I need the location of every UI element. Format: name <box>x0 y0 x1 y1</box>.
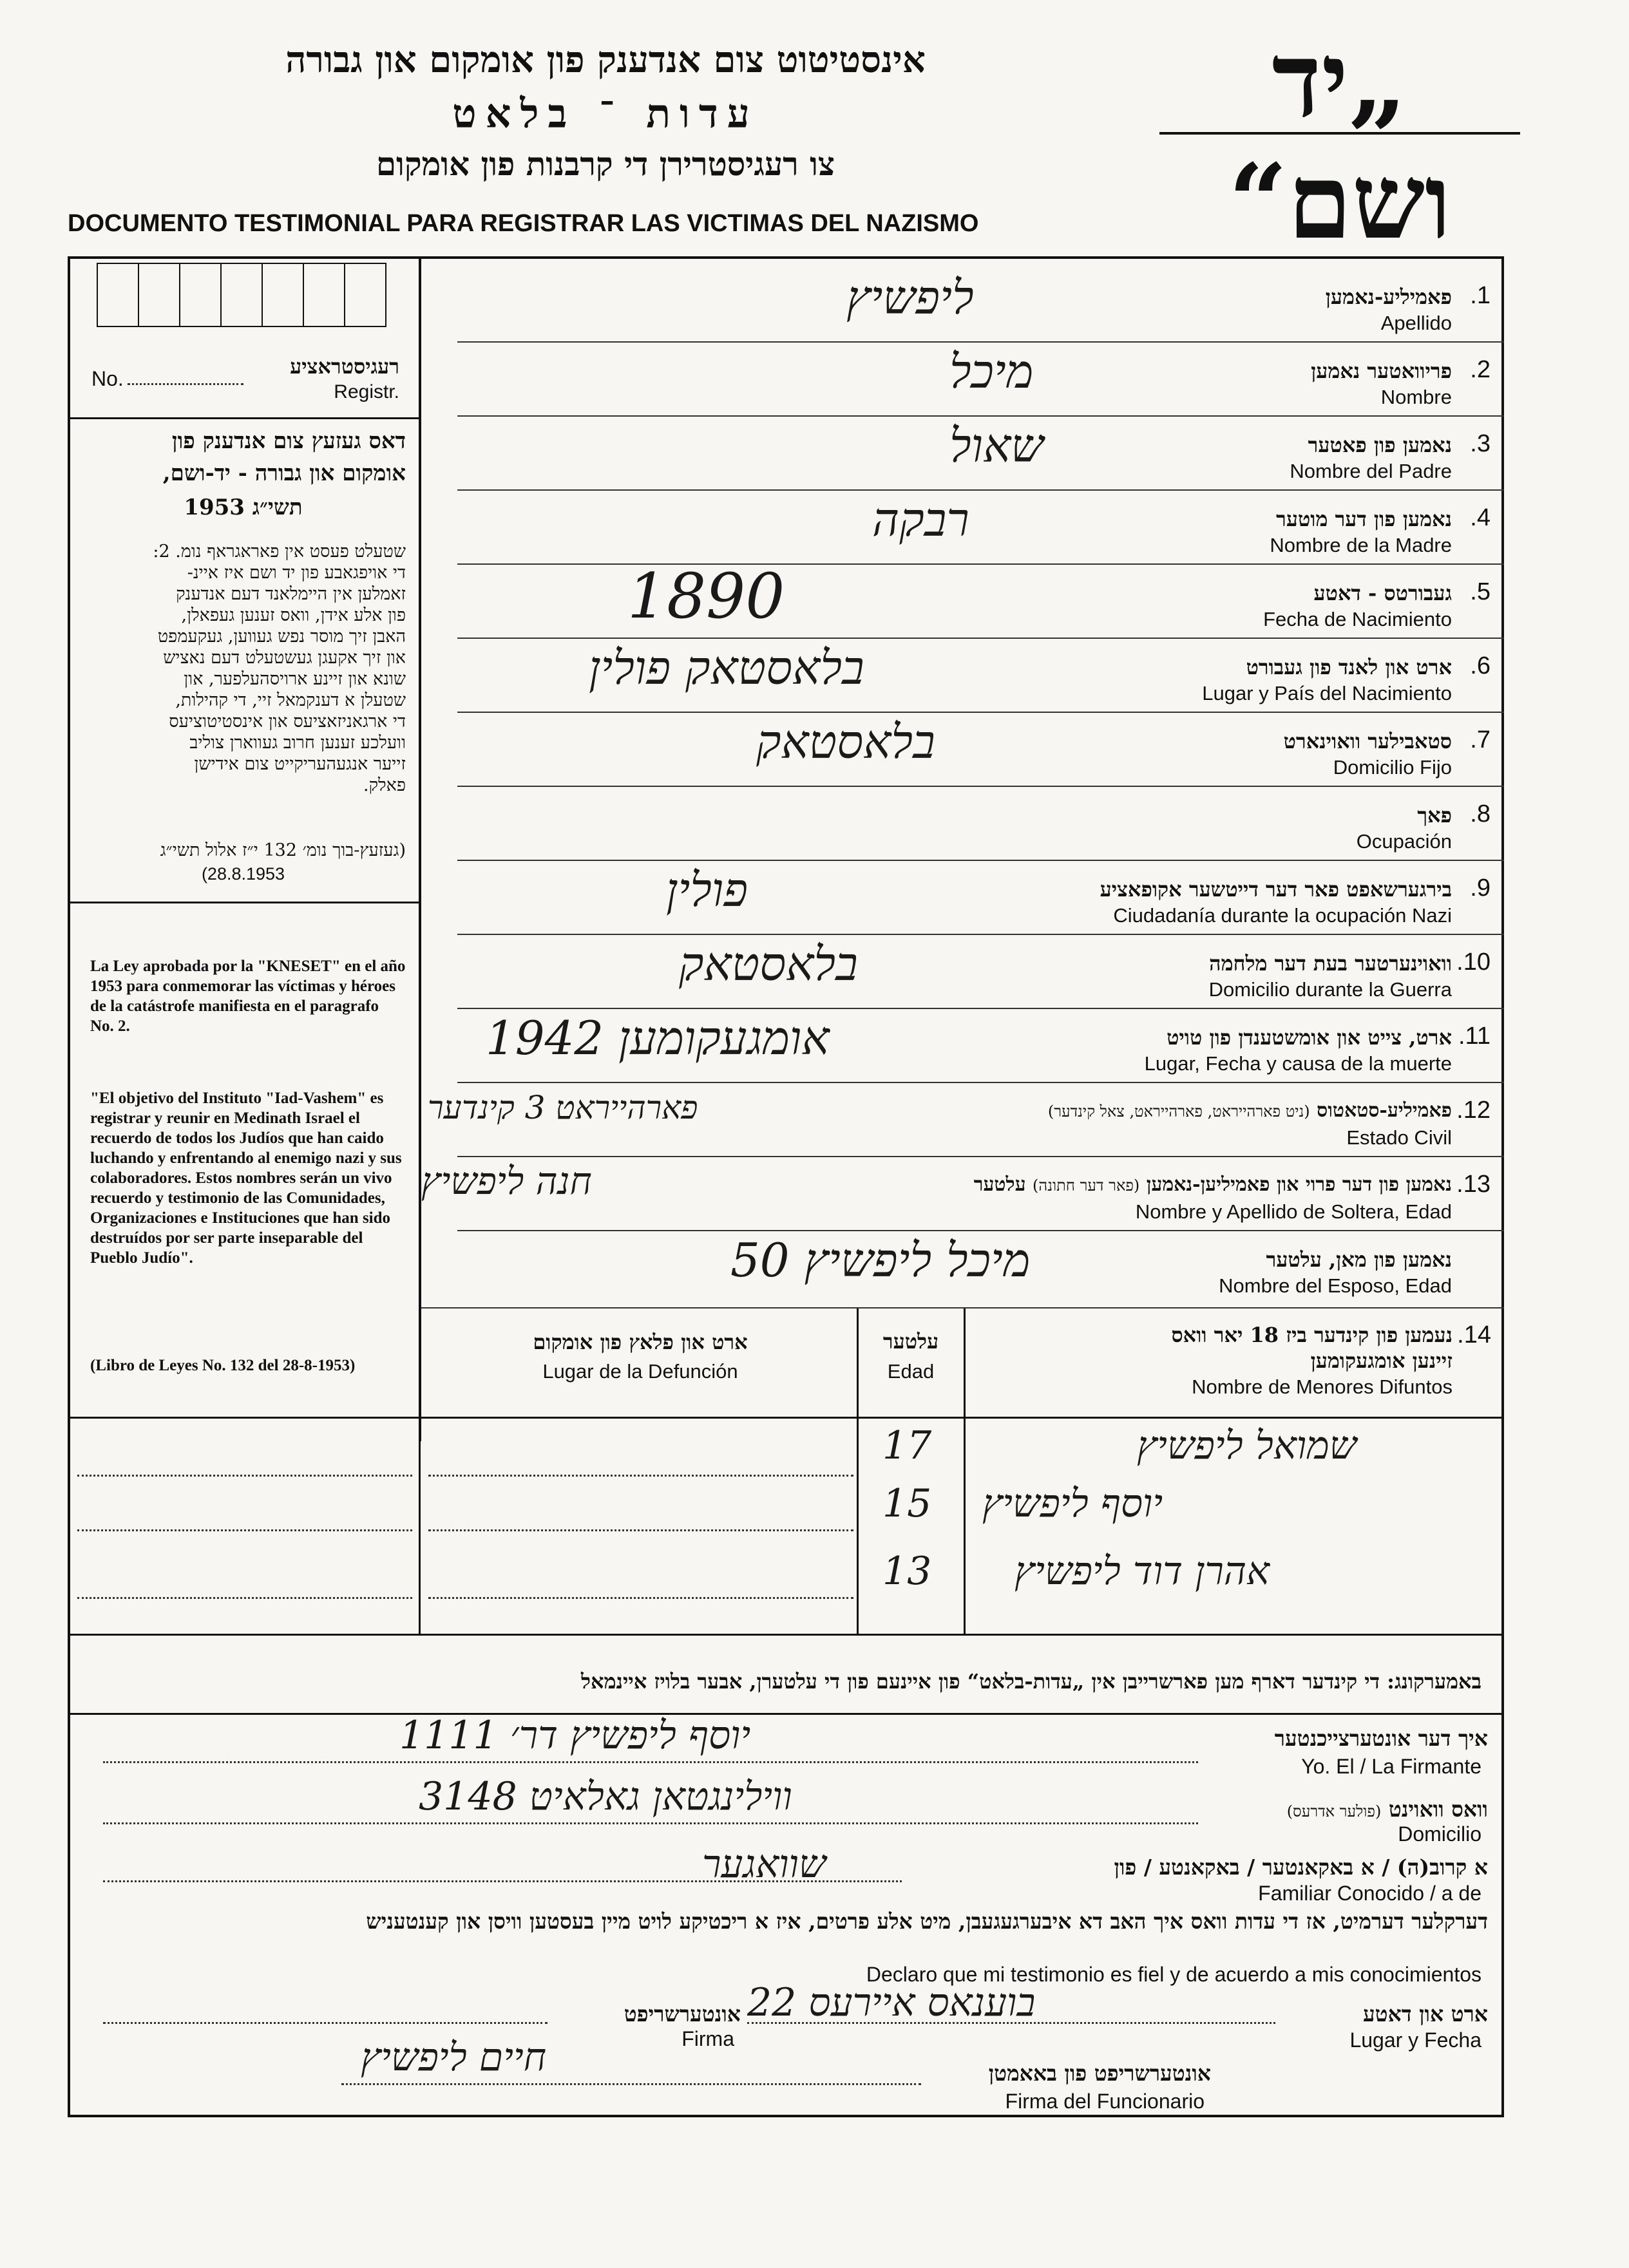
registration-es-label: Registr. <box>334 381 399 402</box>
official-label-heb: אונטערשריפט פון באאמטן <box>988 2061 1211 2086</box>
field-label-heb-note: (ניט פארהייראט, פארהייראט, צאל קינדער) <box>1047 1102 1310 1120</box>
law-text-line: שונא און זיינע ארויסהעלפער, און <box>184 669 406 689</box>
row-line <box>457 341 1504 343</box>
field-label-es: Fecha de Nacimiento <box>1263 608 1452 630</box>
field-value-handwritten: פולין <box>666 863 748 917</box>
field-label-es: Domicilio durante la Guerra <box>1208 978 1452 1001</box>
field-value-handwritten: פארהייראט 3 קינדער <box>428 1089 698 1126</box>
row-line <box>457 1008 1504 1009</box>
field-row-1[interactable] <box>421 270 1491 345</box>
child-name: שמואל ליפשיץ <box>1137 1423 1357 1468</box>
children-label-heb-2: זיינען אומגעקומען <box>1310 1348 1453 1373</box>
field-row-spouse[interactable] <box>421 1233 1491 1307</box>
field-value-handwritten: אומגעקומען 1942 <box>486 1011 830 1065</box>
remark-text: באמערקונג: די קינדער דארף מען פארשרייבן אין „עדות-בלאט“ פון איינעם פון די עלטערן, אבער בלויז איינמאל <box>581 1669 1481 1694</box>
field-row-4[interactable] <box>421 493 1491 567</box>
grid-box <box>138 263 179 327</box>
child-place-field <box>77 1475 412 1477</box>
yad-vashem-logo: „יד ושם“ <box>1228 19 1452 262</box>
domicile-field[interactable] <box>103 1822 1198 1824</box>
child-place-field <box>77 1529 412 1531</box>
ley-reference: (Libro de Leyes No. 132 del 28-8-1953) <box>90 1357 356 1374</box>
field-label-es: Estado Civil <box>1346 1126 1452 1149</box>
law-ref-2: (28.8.1953 <box>201 864 285 884</box>
field-row-12[interactable] <box>421 1085 1491 1159</box>
law-heading-1: דאס געזעץ צום אנדענק פון <box>171 428 406 454</box>
law-text-line: זאמלען אין היימלאנד דעם אנדענק <box>176 584 406 604</box>
child-place-field-2 <box>428 1475 853 1477</box>
field-label-es: Apellido <box>1380 312 1452 334</box>
field-label-heb-main: פאמיליע-סטאטוס <box>1317 1099 1452 1122</box>
field-label-es: Lugar y País del Nacimiento <box>1202 682 1452 704</box>
law-text-line: די אויפגאבע פון יד ושם איז איינ- <box>187 563 406 583</box>
children-header-rule <box>68 1417 1504 1419</box>
field-label-es: Domicilio Fijo <box>1333 756 1452 779</box>
place-date-label-es: Lugar y Fecha <box>1349 2028 1481 2052</box>
domicile-value: ווילינגטאן גאלאיט 3148 <box>419 1774 792 1819</box>
place-label-heb: ארט און פלאץ פון אומקום <box>533 1330 748 1354</box>
field-row-7[interactable] <box>421 715 1491 789</box>
law-text-line: האבן זיך מוסר נפש געווען, געקעמפט <box>157 627 406 647</box>
place-label-es: Lugar de la Defunción <box>542 1360 738 1383</box>
field-label-heb: פאמיליע-נאמען <box>1325 285 1452 309</box>
field-number: .11 <box>1458 1023 1491 1050</box>
registration-heb-label: רעגיסטראציע <box>290 354 399 379</box>
field-label-heb: ארט, צייט און אומשטענדן פון טויט <box>1167 1025 1452 1050</box>
row-line <box>457 786 1504 787</box>
row-line <box>457 415 1504 417</box>
official-label-es: Firma del Funcionario <box>1005 2090 1205 2113</box>
child-row[interactable] <box>68 1542 1504 1603</box>
field-value-handwritten: מיכל ליפשיץ 50 <box>730 1233 1031 1287</box>
field-value-handwritten: בלאסטאק פולין <box>589 641 864 695</box>
law-text-line: וועלכע זענען חרוב געווארן צוליב <box>189 733 406 753</box>
law-text-line: זייער אנגעהעריקייט צום אידישן <box>194 754 406 774</box>
registration-no-field[interactable] <box>128 383 243 385</box>
signature-label-es: Firma <box>681 2027 734 2050</box>
law-text <box>81 541 406 796</box>
register-heading: צו רעגיסטרירן די קרבנות פון אומקום <box>376 145 835 183</box>
field-label-es: Nombre y Apellido de Soltera, Edad <box>1135 1200 1452 1223</box>
relative-label-heb: א קרוב(ה) / א באקאנטער / באקאנטע / פון <box>1114 1855 1488 1880</box>
domicile-label-note: (פולער אדרעס) <box>1286 1802 1382 1820</box>
field-label-heb: נאמען פון דער מוטער <box>1276 507 1452 531</box>
logo-underline <box>1159 132 1520 135</box>
child-row[interactable] <box>68 1481 1504 1542</box>
field-label-es: Nombre del Esposo, Edad <box>1219 1274 1452 1297</box>
field-label-heb-note: (פאר דער חתונה) <box>1033 1177 1140 1195</box>
field-row-10[interactable] <box>421 937 1491 1011</box>
sidebar-grid-boxes <box>97 263 386 327</box>
child-name: יוסף ליפשיץ <box>982 1481 1163 1526</box>
relative-label-es: Familiar Conocido / a de <box>1258 1882 1481 1905</box>
child-place-field-2 <box>428 1529 853 1531</box>
grid-box <box>344 263 386 327</box>
field-value-handwritten: חנה ליפשיץ <box>421 1159 592 1203</box>
row-line <box>457 489 1504 491</box>
field-row-11[interactable] <box>421 1011 1491 1085</box>
field-label-heb: בירגערשאפט פאר דער דייטשער אקופאציע <box>1100 877 1452 902</box>
field-label-heb: וואוינערטער בעת דער מלחמה <box>1209 951 1452 976</box>
field-label-es: Nombre de la Madre <box>1270 534 1452 556</box>
signer-label-heb: איך דער אונטערצייכנטער <box>1274 1726 1488 1751</box>
declaration-heb: דערקלער דערמיט, אז די עדות וואס איך האב דא איבערגעגעבן, מיט אלע פרטים, איז א ריכטיקע לויט מיין בעסטען וויסן און קענטעניש <box>366 1909 1488 1934</box>
field-number: .13 <box>1456 1171 1491 1198</box>
field-value-handwritten: בלאסטאק <box>679 937 858 991</box>
field-value-handwritten: רבקה <box>872 493 969 547</box>
child-place-field <box>77 1597 412 1599</box>
age-label-es: Edad <box>887 1360 935 1383</box>
field-label-es: Ocupación <box>1356 830 1452 853</box>
signature-field[interactable] <box>103 2022 548 2024</box>
field-label-heb: נאמען פון פאטער <box>1308 433 1452 457</box>
row-line <box>457 934 1504 935</box>
field-label-heb: סטאבילער וואוינארט <box>1283 729 1452 753</box>
field-number: .5 <box>1470 578 1491 605</box>
law-text-line: פאלק. <box>363 775 406 795</box>
grid-box <box>220 263 262 327</box>
field-label-es: Lugar, Fecha y causa de la muerte <box>1144 1052 1452 1075</box>
child-age: 13 <box>882 1549 932 1594</box>
grid-box <box>179 263 220 327</box>
field-row-5[interactable] <box>421 560 1491 641</box>
field-number: .9 <box>1470 874 1491 902</box>
law-text-line: שטעלן א דענקמאל זיי, די קהילות, <box>175 690 406 710</box>
official-field[interactable] <box>341 2083 921 2085</box>
child-row[interactable] <box>68 1420 1504 1481</box>
field-label-heb: ארט און לאנד פון געבורט <box>1246 655 1452 679</box>
place-date-label-heb: ארט און דאטע <box>1362 2001 1488 2027</box>
children-label-heb-1: נעמען פון קינדער ביז 18 יאר וואס <box>1171 1323 1453 1347</box>
field-label-heb: פאך <box>1417 803 1452 827</box>
field-row-6[interactable] <box>421 641 1491 715</box>
child-name: אהרן דוד ליפשיץ <box>1015 1549 1270 1594</box>
signer-label-es: Yo. El / La Firmante <box>1301 1755 1481 1778</box>
spanish-title: DOCUMENTO TESTIMONIAL PARA REGISTRAR LAS VICTIMAS DEL NAZISMO <box>68 210 979 237</box>
field-number: .1 <box>1470 282 1491 309</box>
field-label-heb: נאמען פון מאן, עלטער <box>1266 1247 1452 1272</box>
law-text-line: די ארגאניזאציעס און אינסטיטוציעס <box>169 712 406 732</box>
field-row-9[interactable] <box>421 863 1491 937</box>
domicile-label-heb <box>1198 1797 1488 1822</box>
field-label-es: Nombre del Padre <box>1290 460 1452 482</box>
grid-box <box>262 263 303 327</box>
signature-label-heb: אונטערשריפט <box>624 2001 741 2027</box>
field-value-handwritten: ליפשיץ <box>846 270 974 325</box>
law-text-line: פון אלע אידן, וואס זענען געפאלן, <box>181 605 406 625</box>
field-label-heb: געבורטס - דאטע <box>1313 581 1452 605</box>
declaration-es: Declaro que mi testimonio es fiel y de acuerdo a mis conocimientos <box>866 1963 1481 1986</box>
registration-no-label: No. <box>91 367 124 390</box>
domicile-label-main: וואס וואוינט <box>1388 1797 1488 1822</box>
domicile-label-es: Domicilio <box>1398 1822 1481 1846</box>
ley-paragraph-2: "El objetivo del Instituto "Iad-Vashem" es registrar y reunir en Medinath Israel el recuerdo de todos los Judíos que han caido luchando y enfrentando al enemigo nazi y sus colaboradores. Estos nombres serán un vivo recuerdo y testimonio de las Comunidades, Organizaciones e Instituciones que han sido destruídos por ser parte inseparable del Pueblo Judío". <box>90 1090 402 1267</box>
field-label-es: Nombre <box>1380 386 1452 408</box>
remark-rule-top <box>68 1634 1504 1636</box>
sidebar-rule-2 <box>68 902 419 903</box>
field-number: .7 <box>1470 726 1491 753</box>
row-line <box>457 1156 1504 1157</box>
institute-heading: אינסטיטוט צום אנדענק פון אומקום און גבורה <box>285 39 926 81</box>
field-number: .3 <box>1470 430 1491 457</box>
row-line <box>457 860 1504 861</box>
children-label-es: Nombre de Menores Difuntos <box>1192 1375 1453 1398</box>
field-row-13[interactable] <box>421 1159 1491 1233</box>
signer-field[interactable] <box>103 1761 1198 1763</box>
field-label-heb-suffix: עלטער <box>973 1173 1026 1196</box>
child-place-field-2 <box>428 1597 853 1599</box>
field-label-heb-main: נאמען פון דער פרוי און פאמיליען-נאמען <box>1146 1173 1452 1196</box>
field-number: .2 <box>1470 356 1491 383</box>
field-number: .10 <box>1456 949 1491 976</box>
grid-box <box>303 263 344 327</box>
age-label-heb: עלטער <box>882 1329 939 1354</box>
sidebar-rule-1 <box>68 417 419 419</box>
field-row-2[interactable] <box>421 345 1491 419</box>
place-date-value: בוענאס איירעס 22 <box>747 1980 1036 2025</box>
field-value-handwritten: מיכל <box>949 345 1034 399</box>
ley-paragraph-1: La Ley aprobada por la "KNESET" en el año 1953 para conmemorar las víctimas y héroes de la catástrofe manifiesta en el paragrafo No. 2. <box>90 958 406 1035</box>
row-line <box>457 563 1504 565</box>
field-label-es: Ciudadanía durante la ocupación Nazi <box>1113 904 1452 927</box>
field-label-heb: פריוואטער נאמען <box>1311 359 1452 383</box>
remark-rule-bottom <box>68 1713 1504 1715</box>
row-line <box>457 1082 1504 1083</box>
official-value: חיים ליפשיץ <box>361 2035 547 2080</box>
law-text-line: שטעלט פעסט אין פאראגראף נומ. 2: <box>153 542 406 562</box>
law-heading-3: תשי״ג 1953 <box>184 495 303 520</box>
field-value-handwritten: 1890 <box>627 560 785 632</box>
edut-blatt-heading: עדות ־ בלאט <box>452 90 759 137</box>
law-heading-2: אומקום און גבורה - יד-ושם, <box>162 460 406 486</box>
field-value-handwritten: שאול <box>949 419 1044 473</box>
relative-value: שוואגער <box>702 1842 826 1887</box>
field-row-3[interactable] <box>421 419 1491 493</box>
field-value-handwritten: בלאסטאק <box>756 715 935 769</box>
field-number: .12 <box>1456 1097 1491 1124</box>
row-line <box>457 712 1504 713</box>
child-age: 15 <box>882 1481 932 1526</box>
law-ref-1: (געזעץ-בוך נומ׳ 132 י״ז אלול תשי״ג <box>160 840 406 860</box>
field-number: .8 <box>1470 800 1491 827</box>
field-label-heb <box>743 1173 1452 1196</box>
signer-value: יוסף ליפשיץ דר׳ 1111 <box>399 1713 751 1758</box>
row-line <box>457 1230 1504 1231</box>
child-age: 17 <box>882 1423 932 1468</box>
row-line <box>457 638 1504 639</box>
field-label-heb <box>808 1099 1452 1122</box>
field-row-8[interactable] <box>421 789 1491 863</box>
grid-box <box>97 263 138 327</box>
field-number: .6 <box>1470 652 1491 679</box>
field-number: .14 <box>1457 1321 1491 1348</box>
law-text-line: און זיך אקעגן געשטעלט דעם נאציש <box>163 648 406 668</box>
field-number: .4 <box>1470 504 1491 531</box>
